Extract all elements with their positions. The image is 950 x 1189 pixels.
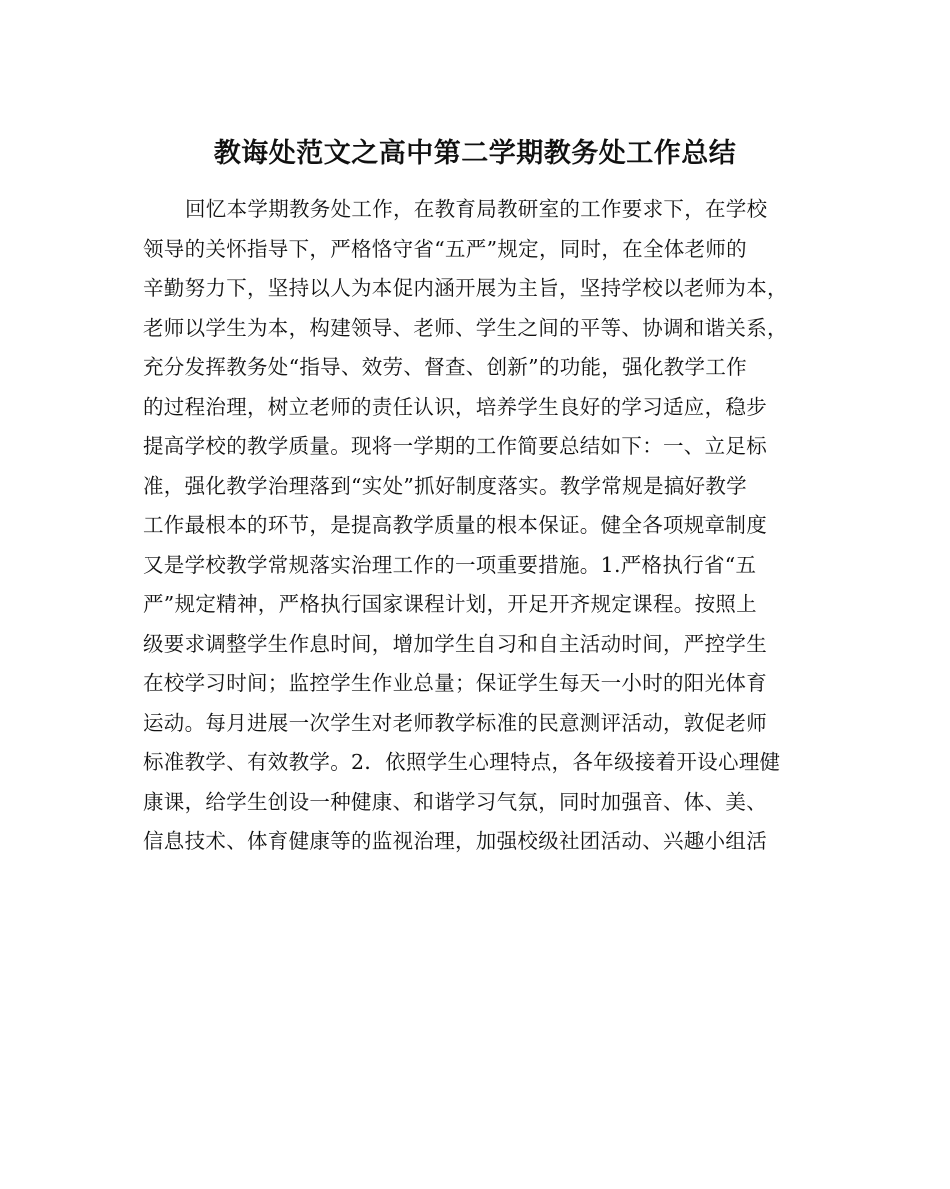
text-line: 标准教学、有效教学。2．依照学生心理特点，各年级接着开设心理健 xyxy=(143,750,781,774)
text-line: 的过程治理，树立老师的责任认识，培养学生良好的学习适应，稳步 xyxy=(143,394,767,419)
text-line: 准，强化教学治理落到“实处”抓好制度落实。教学常规是搞好教学 xyxy=(143,473,747,498)
text-line: 老师以学生为本，构建领导、老师、学生之间的平等、协调和谐关系， xyxy=(143,315,788,340)
text-line: 级要求调整学生作息时间，增加学生自习和自主活动时间，严控学生 xyxy=(143,631,767,656)
text-line: 工作最根本的环节，是提高教学质量的根本保证。健全各项规章制度 xyxy=(143,513,767,537)
document-title: 教诲处范文之高中第二学期教务处工作总结 xyxy=(213,138,737,169)
text-line: 信息技术、体育健康等的监视治理，加强校级社团活动、兴趣小组活 xyxy=(143,829,767,853)
text-line: 严”规定精神，严格执行国家课程计划，开足开齐规定课程。按照上 xyxy=(143,592,757,616)
text-line: 辛勤努力下，坚持以人为本促内涵开展为主旨，坚持学校以老师为本， xyxy=(143,276,788,300)
text-line: 又是学校教学常规落实治理工作的一项重要措施。1.严格执行省“五 xyxy=(143,552,757,577)
text-line: 运动。每月进展一次学生对老师教学标准的民意测评活动，敦促老师 xyxy=(143,710,767,735)
text-line: 提高学校的教学质量。现将一学期的工作简要总结如下：一、立足标 xyxy=(143,434,767,458)
text-line: 康课，给学生创设一种健康、和谐学习气氛，同时加强音、体、美、 xyxy=(143,789,767,814)
document-body xyxy=(143,190,813,862)
text-line: 回忆本学期教务处工作，在教育局教研室的工作要求下，在学校 xyxy=(185,197,768,221)
text-line: 在校学习时间；监控学生作业总量；保证学生每天一小时的阳光体育 xyxy=(143,671,767,695)
text-line: 领导的关怀指导下，严格恪守省“五严”规定，同时，在全体老师的 xyxy=(143,236,747,261)
text-line: 充分发挥教务处“指导、效劳、督查、创新”的功能，强化教学工作 xyxy=(143,355,747,379)
